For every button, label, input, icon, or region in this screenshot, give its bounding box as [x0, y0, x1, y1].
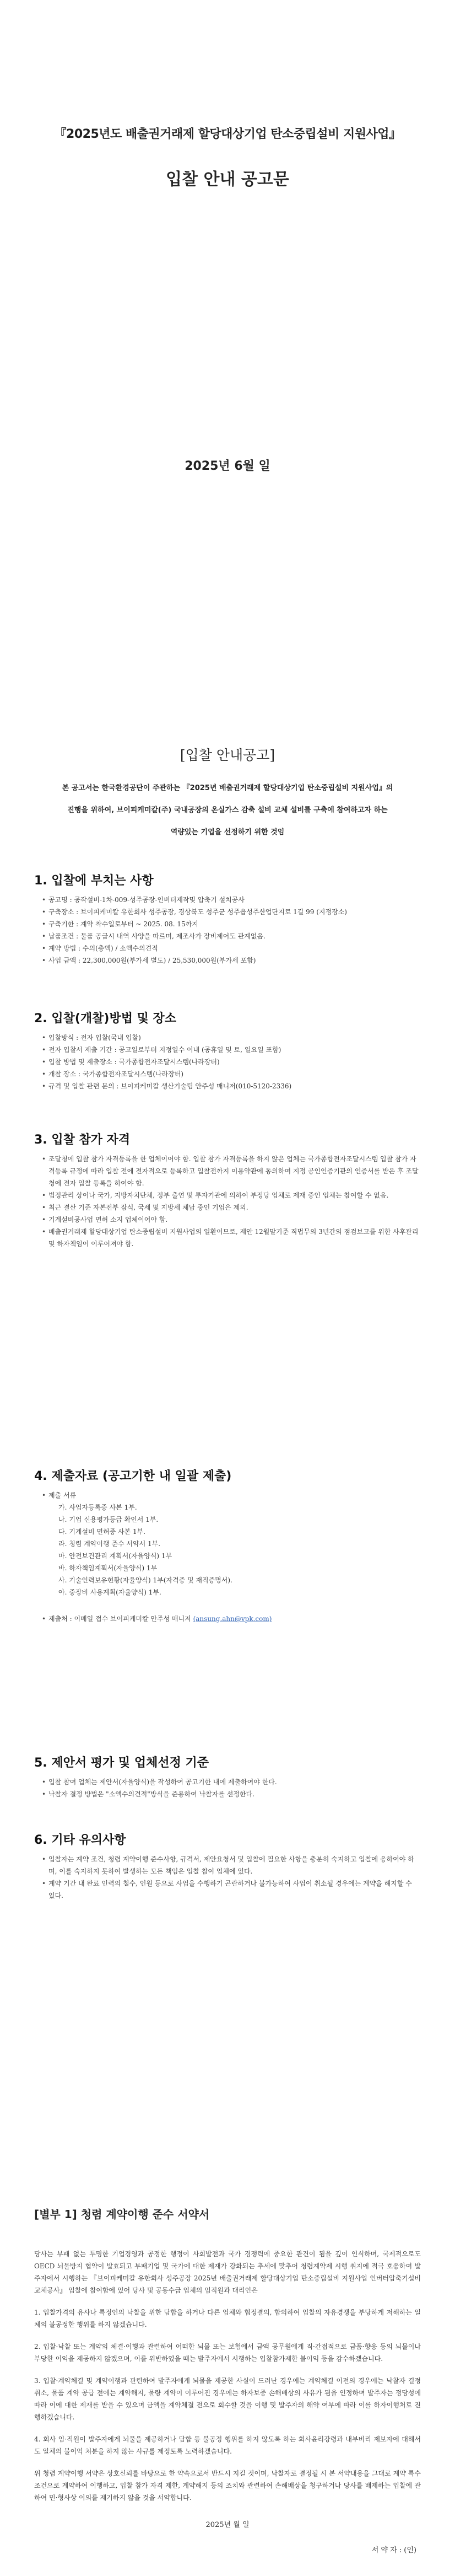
list-item: • 전자 입찰서 제출 기간 : 공고일로부터 지정일수 이내 (공휴일 및 토, 일요일 포함): [42, 1044, 420, 1056]
intro-line: 본 공고서는 한국환경공단이 주관하는 『2025년 배출권거래제 할당대상기업 탄소중립설비 지원사업』의: [62, 784, 393, 792]
intro-line: 역량있는 기업을 선정하기 위한 것임: [170, 828, 285, 836]
sign-date: 2025년 월 일: [205, 2521, 250, 2529]
intro-line: 진행을 위하여, 브이피케미칼(주) 국내공장의 온실가스 감축 설비 교체 설비를 구축에 참여하고자 하는: [67, 806, 388, 814]
list-item: • 납품조건 : 물품 공급시 내역 사양을 따르며, 제조사가 장비제어도 관계없음.: [42, 930, 420, 942]
section-list: [34, 1853, 420, 1902]
project-title: 『2025년도 배출권거래제 할당대상기업 탄소중립설비 지원사업』: [54, 127, 401, 141]
section-bid-items: [34, 871, 420, 967]
section-list: [34, 894, 420, 967]
list-item: • 입찰방식 : 전자 입찰(국내 입찰): [42, 1032, 420, 1044]
section-title: 3. 입찰 참가 자격: [34, 1133, 131, 1147]
list-item: 나. 기업 신용평가등급 확인서 1부.: [58, 1516, 159, 1523]
section-submission: [34, 1467, 420, 1625]
list-item: 라. 청렴 계약이행 준수 서약서 1부.: [58, 1540, 161, 1548]
pledge-paragraph: 4. 회사 임·직원이 발주자에게 뇌물을 제공하거나 담합 등 불공정 행위를 하지 않도록 하는 회사윤리강령과 내부비리 제보자에 대해서도 일체의 불이익 처분을 하지 않는 사규를 제정토록 노력하겠습니다.: [34, 2435, 421, 2455]
list-item: • 낙찰자 결정 방법은 "소액수의견적"방식을 준용하여 낙찰자를 선정한다.: [42, 1788, 420, 1800]
list-item: • 최근 결산 기준 자본전부 잠식, 국세 및 지방세 체납 중인 기업은 제외.: [42, 1201, 420, 1214]
section-title: 1. 입찰에 부치는 사항: [34, 874, 154, 888]
list-item: • 계약 방법 : 수의(총액) / 소액수의견적: [42, 942, 420, 954]
list-item: [42, 1613, 420, 1625]
notice-heading: [입찰 안내공고]: [180, 747, 275, 763]
section-list: [34, 1489, 420, 1625]
section-title: 2. 입찰(개찰)방법 및 장소: [34, 1012, 177, 1026]
pledge-paragraph: 당사는 부패 없는 투명한 기업경영과 공정한 행정이 사회발전과 국가 경쟁력에 중요한 관건이 됨을 깊이 인식하며, 국제적으로도 OECD 뇌물방지 협약이 발효되고 부패기업 및 국가에 대한 제재가 강화되는 추세에 맞추어 청렴계약제 시행 취지에 적극 호응하여 발주자에서 시행하는 『브이피케미칼 유한회사 성주공장 2025년 배출권거래제 할당대상기업 탄소중립설비 지원사업 인버터압축기설비 교체공사』 입찰에 참여함에 있어 당사 및 공동수급 업체의 임직원과 대리인은: [34, 2250, 421, 2294]
list-item: • 입찰자는 계약 조건, 청렴 계약이행 준수사항, 규격서, 제안요청서 및 입찰에 필요한 사항을 충분히 숙지하고 입찰에 응하여야 하며, 이를 숙지하지 못하여 발생하는 모든 책임은 입찰 참여 업체에 있다.: [42, 1853, 420, 1877]
list-item: 마. 안전보건관리 계획서(자율양식) 1부: [58, 1552, 172, 1560]
list-item: • 입찰 방법 및 제출장소 : 국가종합전자조달시스템(나라장터): [42, 1056, 420, 1068]
list-item: • 공고명 : 공작설비-1차-009-성주공장-인버터제작및 압축기 설치공사: [42, 894, 420, 906]
section-list: [34, 1153, 420, 1250]
section-notes: [34, 1831, 420, 1902]
section-list: [34, 1776, 420, 1800]
section-bid-method: [34, 1009, 420, 1092]
signer-line: 서 약 자 : (인): [371, 2546, 416, 2554]
section-list: [34, 1032, 420, 1092]
submission-label: 제출처 : 이메일 접수 브이피케미칼 안주성 매니저: [48, 1615, 193, 1623]
pledge-paragraph: 1. 입찰가격의 유사나 특정인의 낙찰을 위한 담합을 하거나 다른 업체와 협정결의, 합의하여 입찰의 자유경쟁을 부당하게 저해하는 일체의 불공정한 행위를 하지 않겠습니다.: [34, 2309, 421, 2328]
list-item: • 구축장소 : 브이피케미칼 유한회사 성주공장, 경상북도 성주군 성주읍성주산업단지로 1길 99 (지정장소): [42, 906, 420, 918]
section-eligibility: [34, 1130, 420, 1250]
list-item: • 사업 금액 : 22,300,000원(부가세 별도) / 25,530,000원(부가세 포함): [42, 954, 420, 967]
list-item: 다. 기계설비 면허증 사본 1부.: [58, 1528, 146, 1536]
appendix-pledge: [34, 2205, 421, 2514]
list-item: 가. 사업자등록증 사본 1부.: [58, 1504, 137, 1511]
appendix-heading: [별부 1] 청렴 계약이행 준수 서약서: [34, 2208, 210, 2221]
pledge-paragraph: 위 청렴 계약이행 서약은 상호신뢰를 바탕으로 한 약속으로서 반드시 지킬 것이며, 낙찰자로 결정될 시 본 서약내용을 그대로 계약 특수 조건으로 계약하여 이행하고, 입찰 참가 자격 제한, 계약해지 등의 조치와 관련하여 손해배상을 청구하거나 당사를 배제하는 입찰에 관하여 민·형사상 이의를 제기하지 않을 것을 서약합니다.: [34, 2470, 421, 2502]
section-title: 5. 제안서 평가 및 업체선정 기준: [34, 1756, 209, 1770]
list-item: • 계약 기간 내 완료 인력의 철수, 인원 등으로 사업을 수행하기 곤란하거나 불가능하여 사업이 취소될 경우에는 계약을 해지할 수 있다.: [42, 1877, 420, 1902]
notice-intro: [33, 777, 422, 844]
list-item: • 기계설비공사업 면허 소지 업체이어야 함.: [42, 1214, 420, 1226]
list-item: 아. 중장비 사용계획(자율양식) 1부.: [58, 1588, 161, 1596]
section-title: 6. 기타 유의사항: [34, 1833, 126, 1847]
list-item: • 배출권거래제 할당대상기업 탄소중립설비 지원사업의 일환이므로, 제안 12월말기준 직법무의 3년간의 점검보고를 위한 사후관리 및 하자책임이 이루어져야 함.: [42, 1226, 420, 1250]
list-item: • 제출 서류: [42, 1489, 420, 1501]
announcement-date: 2025년 6월 일: [185, 459, 270, 473]
list-item: • 구축기한 : 계약 착수일로부터 ~ 2025. 08. 15까지: [42, 918, 420, 930]
list-item: 사. 기술인력보유현황(자율양식) 1부(자격증 및 재직증명서).: [58, 1576, 232, 1584]
section-evaluation: [34, 1753, 420, 1800]
list-item: • 법정관리 상이나 국가, 지방자치단체, 정부 출연 및 투자기관에 의하여 부정당 업체로 제재 중인 업체는 참여할 수 없음.: [42, 1189, 420, 1201]
list-item: • 규격 및 입찰 관련 문의 : 브이피케미칼 생산기술팀 안주성 매니저(010-5120-2336): [42, 1080, 420, 1092]
list-item: 바. 하자책임계획서(자율양식) 1부: [58, 1564, 158, 1572]
pledge-paragraph: 3. 입찰·계약체결 및 계약이행과 관련하여 발주자에게 뇌물을 제공한 사실이 드러난 경우에는 계약체결 이전의 경우에는 낙찰자 결정 취소, 물품 계약 공급 전에는 계약해지, 물량 계약이 이루어진 경우에는 하자보증 손해배상의 사유가 됨을 인정하며 발주자는 정당성에 따라 이에 대한 제재를 받을 수 있으며 금액을 계약체결 전으로 회수할 것을 이행 및 발주자의 해약 여부에 따라 이를 하자이행처로 진행하겠습니다.: [34, 2377, 421, 2421]
pledge-paragraph: 2. 입찰·낙찰 또는 계약의 체결·이행과 관련하여 어떠한 뇌물 또는 보험에서 금액 공무원에게 직·간접적으로 금품·향응 등의 뇌물이나 부당한 이익을 제공하지 않겠으며, 이를 위반하였을 때는 발주자에서 시행하는 입찰참가제한 불이익 등을 감수하겠습니다.: [34, 2343, 421, 2363]
list-item: • 개찰 장소 : 국가종합전자조달시스템(나라장터): [42, 1068, 420, 1080]
email-link[interactable]: (ansung.ahn@vpk.com): [193, 1615, 272, 1623]
list-item: • 조달청에 입찰 참가 자격등록을 한 업체이어야 함. 입찰 참가 자격등록을 하지 않은 업체는 국가종합전자조달시스템 입찰 참가 자격등록 규정에 따라 입찰 전에 전자적으로 등록하고 입찰전까지 이용약관에 동의하여 지정 공인인증기관의 인증서를 받은 후 조달청에 전자 입찰 등록을 하여야 함.: [42, 1153, 420, 1189]
list-item: • 입찰 참여 업체는 제안서(자율양식)을 작성하여 공고기한 내에 제출하여야 한다.: [42, 1776, 420, 1788]
page-title: 입찰 안내 공고문: [166, 170, 289, 189]
section-title: 4. 제출자료 (공고기한 내 일괄 제출): [34, 1469, 232, 1483]
